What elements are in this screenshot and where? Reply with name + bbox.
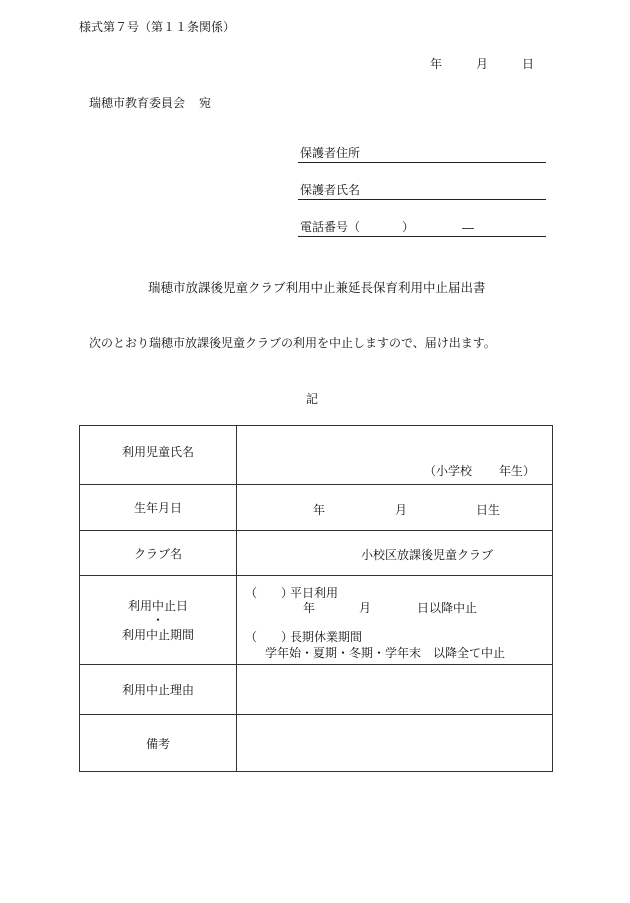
note-heading: 記	[306, 392, 319, 406]
stop-date-label-cell	[80, 576, 237, 665]
body-text: 次のとおり瑞穂市放課後児童クラブの利用を中止しますので、届け出ます。	[89, 336, 496, 350]
remarks-value[interactable]	[237, 715, 553, 772]
weekday-checkbox[interactable]: （ ）	[245, 586, 294, 600]
birth-day-label: 日生	[476, 503, 501, 517]
school-label: （小学校	[424, 464, 473, 478]
row-reason	[80, 665, 553, 715]
birth-year-label: 年	[313, 503, 326, 517]
reason-label: 利用中止理由	[80, 665, 237, 715]
phone-close-paren: ）	[402, 220, 415, 234]
form-table	[79, 425, 553, 772]
addressee	[89, 94, 211, 111]
row-birthdate	[80, 485, 553, 531]
date-year-label: 年	[430, 57, 443, 71]
addressee-suffix: 宛	[199, 96, 212, 110]
row-stop-date	[80, 576, 553, 665]
child-name-label: 利用児童氏名	[80, 426, 237, 485]
weekday-year: 年	[303, 601, 316, 615]
row-remarks	[80, 715, 553, 772]
form-number: 様式第７号（第１１条関係）	[79, 20, 236, 34]
grade-label: 年生）	[499, 464, 536, 478]
stop-date-value	[237, 576, 553, 665]
guardian-address-label: 保護者住所	[300, 146, 361, 160]
phone-number-field[interactable]	[298, 220, 546, 237]
longterm-detail: 学年始・夏期・冬期・学年末 以降全て中止	[265, 646, 506, 660]
document-title: 瑞穂市放課後児童クラブ利用中止兼延長保育利用中止届出書	[148, 280, 486, 295]
stop-bullet: ・	[151, 613, 164, 627]
date-month-label: 月	[476, 57, 489, 71]
remarks-label: 備考	[80, 715, 237, 772]
club-label: クラブ名	[80, 531, 237, 576]
row-child-name	[80, 426, 553, 485]
birth-month-label: 月	[395, 503, 408, 517]
club-name: 小校区放課後児童クラブ	[361, 548, 494, 562]
birthdate-label: 生年月日	[80, 485, 237, 531]
longterm-label: 長期休業期間	[290, 630, 363, 644]
child-name-value[interactable]	[237, 426, 553, 485]
date-day-label: 日	[522, 57, 535, 71]
weekday-label: 平日利用	[290, 586, 339, 600]
weekday-after: 日以降中止	[417, 601, 478, 615]
row-club	[80, 531, 553, 576]
addressee-name: 瑞穂市教育委員会	[89, 96, 186, 110]
longterm-checkbox[interactable]: （ ）	[245, 630, 294, 644]
guardian-name-label: 保護者氏名	[300, 183, 361, 197]
reason-value[interactable]	[237, 665, 553, 715]
phone-dash: ―	[462, 221, 474, 235]
birthdate-value[interactable]	[237, 485, 553, 531]
club-value[interactable]	[237, 531, 553, 576]
stop-period-label: 利用中止期間	[121, 628, 194, 642]
weekday-month: 月	[359, 601, 372, 615]
guardian-name-field[interactable]	[298, 183, 546, 200]
phone-number-label: 電話番号（	[300, 220, 361, 234]
stop-date-label: 利用中止日	[127, 599, 188, 613]
guardian-address-field[interactable]	[298, 146, 546, 163]
